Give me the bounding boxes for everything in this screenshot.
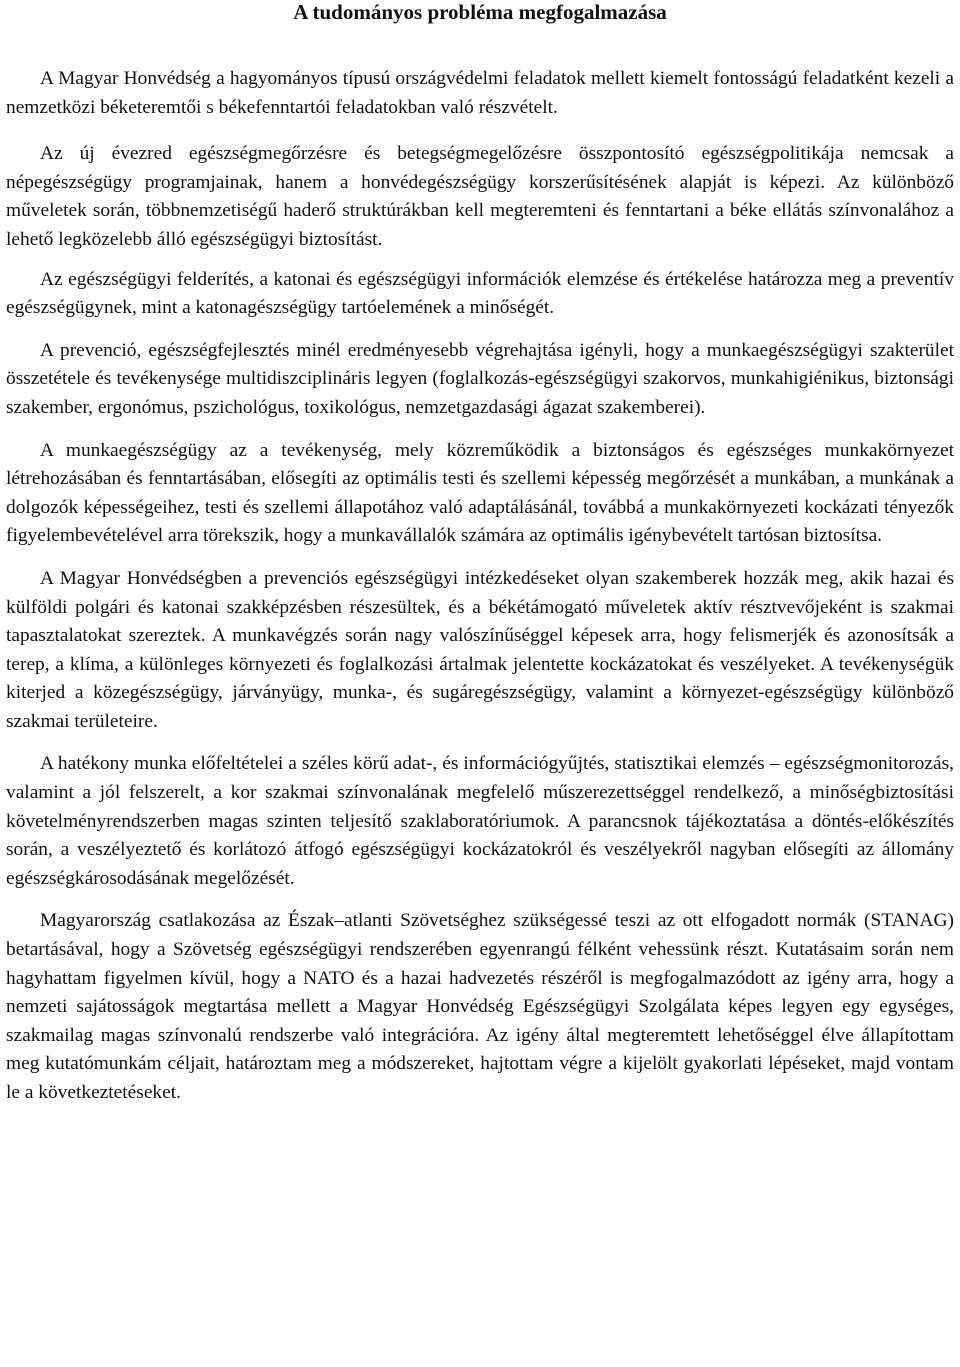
paragraph-2: Az új évezred egészségmegőrzésre és betegségmegelőzésre összpontosító egészségpolitikája nemcsak a népegészségügy programjainak, hanem a honvédegészségügy korszerűsítésének alapját is képezi. Az különböző műveletek során, többnemzetiségű haderő struktúrákban kell megteremteni és fenntartani a béke ellátás színvonalához a lehető legközelebb álló egészségügyi biztosítást.	[6, 143, 954, 250]
paragraph-6: A Magyar Honvédségben a prevenciós egészségügyi intézkedéseket olyan szakemberek hozzák meg, akik hazai és külföldi polgári és katonai szakképzésben részesültek, és a békétámogató műveletek aktív résztvevőjeként is szakmai tapasztalatokat szereztek. A munkavégzés során nagy valószínűséggel képesek arra, hogy felismerjék és azonosítsák a terep, a klíma, a különleges környezeti és foglalkozási ártalmak jelentette kockázatokat és veszélyeket. A tevékenységük kiterjed a közegészségügy, járványügy, munka-, és sugáregészségügy, valamint a környezet-egészségügy különböző szakmai területeire.	[6, 567, 954, 732]
paragraph-5: A munkaegészségügy az a tevékenység, mely közreműködik a biztonságos és egészséges munkakörnyezet létrehozásában és fenntartásában, elősegíti az optimális testi és szellemi képesség megőrzését a munkában, a munkának a dolgozók képességeihez, testi és szellemi állapotához való adaptálásánál, továbbá a munkakörnyezeti kockázati tényezők figyelembevételével arra törekszik, hogy a munkavállalók számára az optimális igénybevételt tartósan biztosítsa.	[6, 439, 954, 547]
document-title: A tudományos probléma megfogalmazása	[293, 0, 667, 24]
paragraph-1: A Magyar Honvédség a hagyományos típusú országvédelmi feladatok mellett kiemelt fontosságú feladatként kezeli a nemzetközi béketeremtői s békefenntartói feladatokban való részvételt.	[6, 68, 954, 118]
paragraph-7: A hatékony munka előfeltételei a széles körű adat-, és információgyűjtés, statisztikai elemzés – egészségmonitorozás, valamint a jól felszerelt, a kor szakmai színvonalának megfelelő műszerezettséggel rendelkező, a minőségbiztosítási követelményrendszerben magas szinten teljesítő szaklaboratóriumok. A parancsnok tájékoztatása a döntés-előkészítés során, a veszélyeztető és korlátozó átfogó egészségügyi kockázatokról és veszélyekről nagyban elősegíti az állomány egészségkárosodásának megelőzését.	[6, 753, 954, 889]
paragraph-3: Az egészségügyi felderítés, a katonai és egészségügyi információk elemzése és értékelése határozza meg a preventív egészségügynek, mint a katonagészségügy tartóelemének a minőségét.	[6, 268, 954, 319]
paragraph-8: Magyarország csatlakozása az Észak–atlanti Szövetséghez szükségessé teszi az ott elfogadott normák (STANAG) betartásával, hogy a Szövetség egészségügyi rendszerében egyenrangú félként vehessünk részt. Kutatásaim során nem hagyhattam figyelmen kívül, hogy a NATO és a hazai hadvezetés részéről is megfogalmazódott az igény arra, hogy a nemzeti sajátosságok megtartása mellett a Magyar Honvédség Egészségügyi Szolgálata képes legyen egy egységes, szakmailag magas színvonalú rendszerbe való integrációra. Az igény által megteremtett lehetőséggel élve állapítottam meg kutatómunkám céljait, határoztam meg a módszereket, hajtottam végre a kijelölt gyakorlati lépéseket, majd vontam le a következtetéseket.	[6, 910, 954, 1103]
document-page	[6, 0, 954, 1108]
paragraph-4: A prevenció, egészségfejlesztés minél eredményesebb végrehajtása igényli, hogy a munkaegészségügyi szakterület összetétele és tevékenysége multidiszciplináris legyen (foglalkozás-egészségügyi szakorvos, munkahigiénikus, biztonsági szakember, ergonómus, pszichológus, toxikológus, nemzetgazdasági ágazat szakemberei).	[6, 339, 954, 418]
